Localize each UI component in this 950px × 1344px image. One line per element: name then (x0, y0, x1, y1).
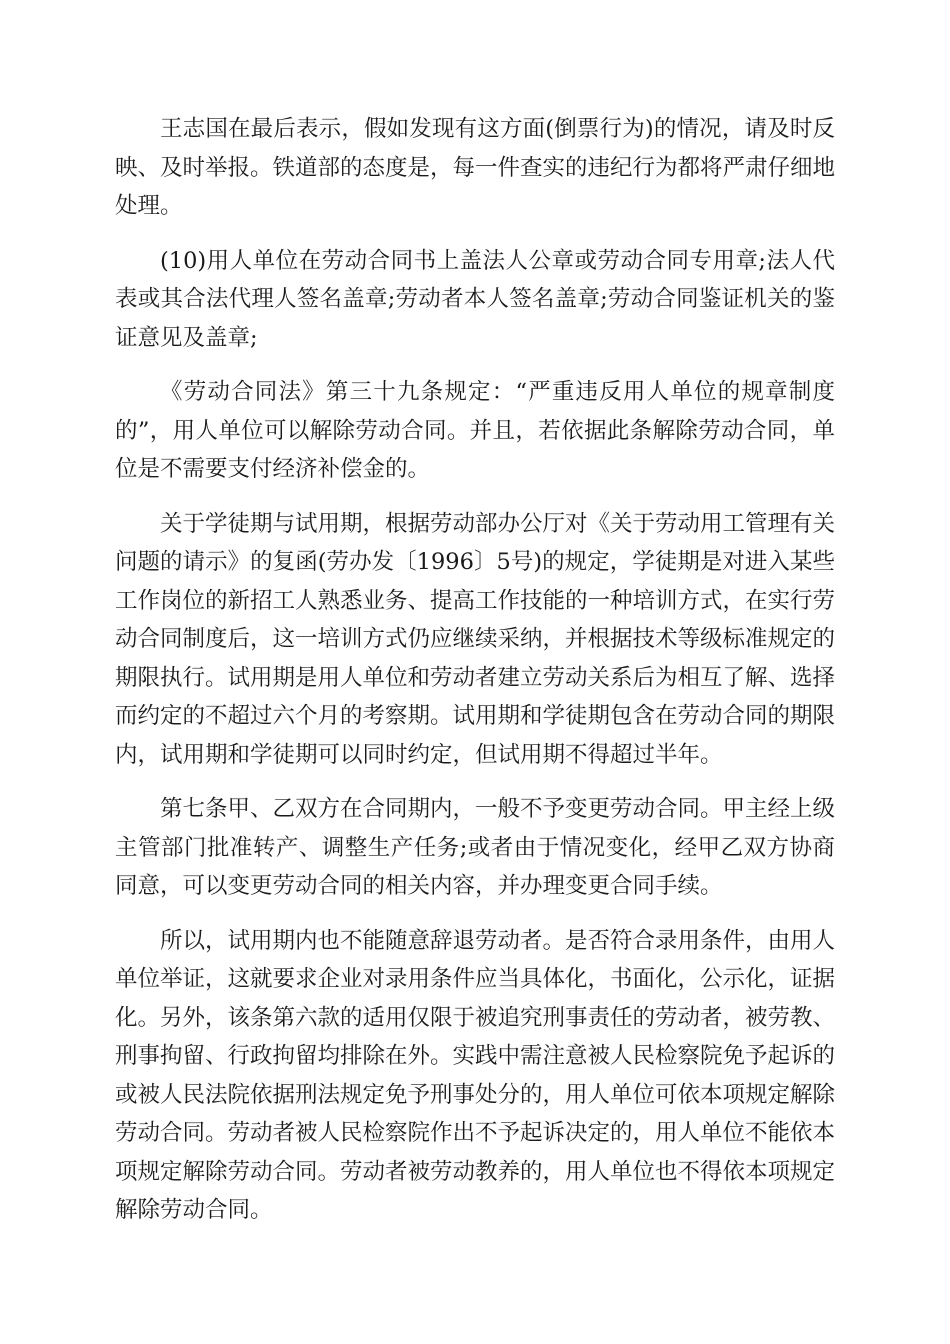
document-body (115, 110, 835, 1246)
paragraph-probation-dismissal: 所以，试用期内也不能随意辞退劳动者。是否符合录用条件，由用人单位举证，这就要求企业对录用条件应当具体化，书面化，公示化，证据化。另外，该条第六款的适用仅限于被追究刑事责任的劳动者，被劳教、刑事拘留、行政拘留均排除在外。实践中需注意被人民检察院免予起诉的或被人民法院依据刑法规定免予刑事处分的，用人单位可依本项规定解除劳动合同。劳动者被人民检察院作出不予起诉决定的，用人单位不能依本项规定解除劳动合同。劳动者被劳动教养的，用人单位也不得依本项规定解除劳动合同。 (115, 927, 836, 1223)
paragraph-apprentice-probation: 关于学徒期与试用期，根据劳动部办公厅对《关于劳动用工管理有关问题的请示》的复函(劳办发〔1996〕5号)的规定，学徒期是对进入某些工作岗位的新招工人熟悉业务、提高工作技能的一种培训方式，在实行劳动合同制度后，这一培训方式仍应继续采纳，并根据技术等级标准规定的期限执行。试用期是用人单位和劳动者建立劳动关系后为相互了解、选择而约定的不超过六个月的考察期。试用期和学徒期包含在劳动合同的期限内，试用期和学徒期可以同时约定，但试用期不得超过半年。 (115, 510, 836, 768)
paragraph-ticket-scalping: 王志国在最后表示，假如发现有这方面(倒票行为)的情况，请及时反映、及时举报。铁道部的态度是，每一件查实的违纪行为都将严肃仔细地处理。 (115, 116, 836, 219)
paragraph-article-39: 《劳动合同法》第三十九条规定：“严重违反用人单位的规章制度的”，用人单位可以解除劳动合同。并且，若依据此条解除劳动合同，单位是不需要支付经济补偿金的。 (115, 379, 835, 482)
paragraph-contract-seal: (10)用人单位在劳动合同书上盖法人公章或劳动合同专用章;法人代表或其合法代理人签名盖章;劳动者本人签名盖章;劳动合同鉴证机关的鉴证意见及盖章; (115, 247, 835, 351)
paragraph-article-7: 第七条甲、乙双方在合同期内，一般不予变更劳动合同。甲主经上级主管部门批准转产、调整生产任务;或者由于情况变化，经甲乙双方协商同意，可以变更劳动合同的相关内容，并办理变更合同手续。 (115, 796, 836, 899)
